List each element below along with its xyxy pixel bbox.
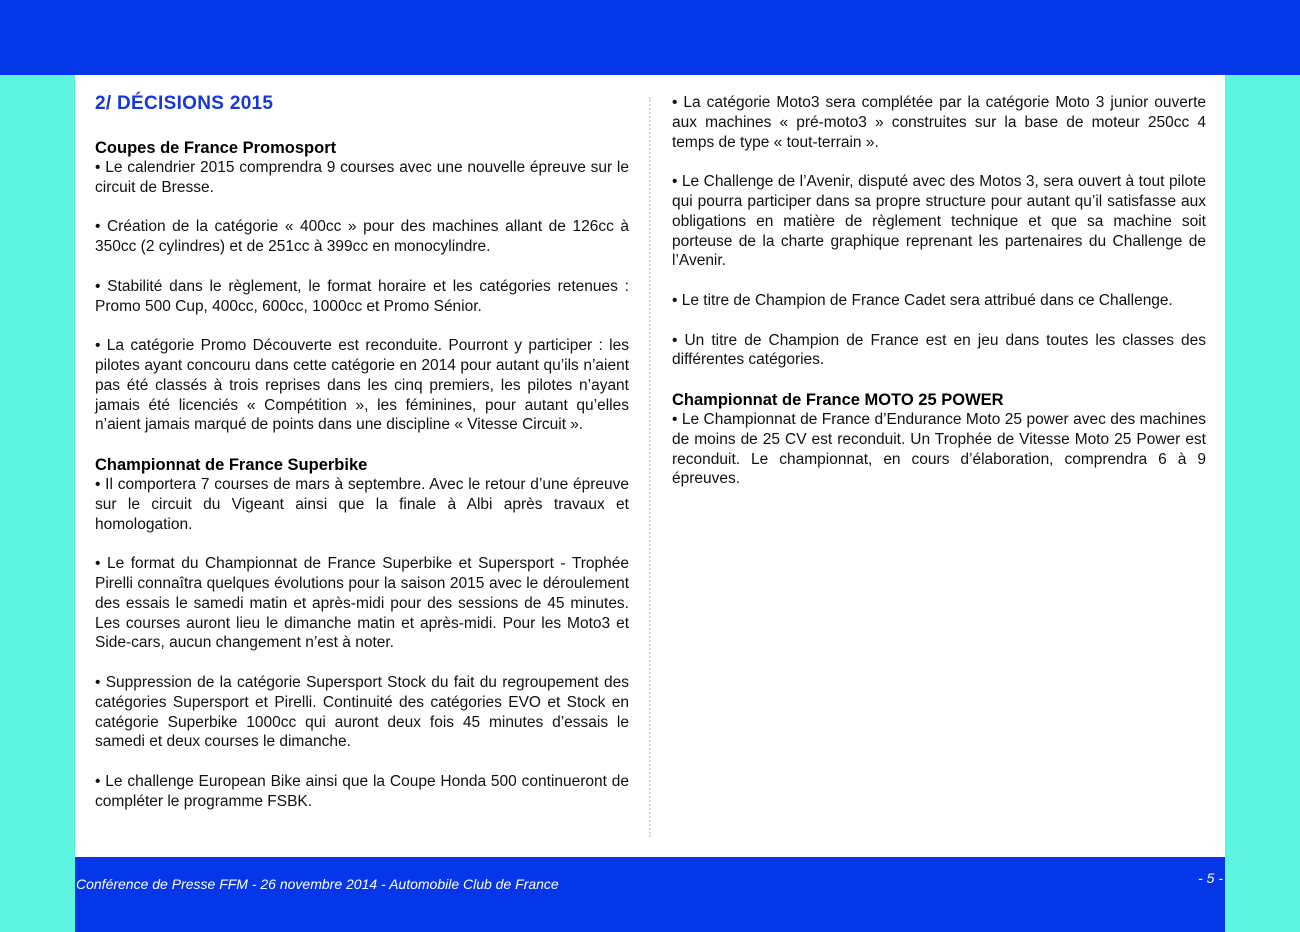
cadet-paragraph: • Le titre de Champion de France Cadet sera attribué dans ce Challenge. — [672, 291, 1173, 309]
left-column — [95, 92, 629, 812]
superbike-paragraph: • Le format du Championnat de France Superbike et Supersport - Trophée Pirelli connaîtra quelques évolutions pour la saison 2015 avec le déroulement des essais le samedi matin et après-midi pour des sessions de 45 minutes. Les courses auront lieu le dimanche matin et après-midi. Pour les Moto3 et Side-cars, aucun changement n’est à noter. — [95, 555, 629, 652]
promosport-paragraph: • Création de la catégorie « 400cc » pour des machines allant de 126cc à 350cc (2 cylindres) et de 251cc à 399cc en monocylindre. — [95, 218, 629, 256]
superbike-paragraph: • Suppression de la catégorie Supersport Stock du fait du regroupement des catégories Supersport et Pirelli. Continuité des catégories EVO et Stock en catégorie Superbike 1000cc qui auront deux fois 45 minutes d’essais le samedi et deux courses le dimanche. — [95, 673, 629, 751]
titles-paragraph: • Un titre de Champion de France est en jeu dans toutes les classes des différentes catégories. — [672, 331, 1206, 369]
avenir-paragraph: • Le Challenge de l’Avenir, disputé avec des Motos 3, sera ouvert à tout pilote qui pourra participer dans sa propre structure pour autant qu’il satisfasse aux obligations en matière de règlement technique et que sa machine soit porteuse de la charte graphique reprenant les partenaires du Challenge de l’Avenir. — [672, 173, 1206, 270]
footer-text: Conférence de Presse FFM - 26 novembre 2014 - Automobile Club de France — [76, 876, 559, 892]
section-title: 2/ DÉCISIONS 2015 — [95, 93, 274, 114]
superbike-heading: Championnat de France Superbike — [95, 455, 368, 474]
top-banner — [0, 0, 1300, 75]
promosport-paragraph: • Le calendrier 2015 comprendra 9 courses avec une nouvelle épreuve sur le circuit de Bresse. — [95, 159, 629, 196]
column-divider — [649, 97, 651, 837]
moto3-paragraph: • La catégorie Moto3 sera complétée par la catégorie Moto 3 junior ouverte aux machines « pré-moto3 » construites sur la base de moteur 250cc 4 temps de type « tout-terrain ». — [672, 94, 1206, 151]
document-page — [75, 75, 1225, 857]
superbike-paragraph: • Le challenge European Bike ainsi que la Coupe Honda 500 continueront de compléter le programme FSBK. — [95, 772, 629, 810]
right-column — [672, 93, 1206, 489]
moto25-heading: Championnat de France MOTO 25 POWER — [672, 390, 1004, 409]
superbike-paragraph: • Il comportera 7 courses de mars à septembre. Avec le retour d’une épreuve sur le circuit du Vigeant ainsi que la finale à Albi après travaux et homologation. — [95, 475, 629, 533]
promosport-paragraph: • Stabilité dans le règlement, le format horaire et les catégories retenues : Promo 500 Cup, 400cc, 600cc, 1000cc et Promo Sénior. — [95, 277, 629, 315]
moto25-paragraph: • Le Championnat de France d’Endurance Moto 25 power avec des machines de moins de 25 CV est reconduit. Un Trophée de Vitesse Moto 25 Power est reconduit. Le championnat, en cours d’élaboration, comprendra 6 à 9 épreuves. — [672, 410, 1206, 488]
promosport-heading: Coupes de France Promosport — [95, 139, 337, 157]
promosport-paragraph: • La catégorie Promo Découverte est reconduite. Pourront y participer : les pilotes ayant concouru dans cette catégorie en 2014 pour autant qu’ils n’aient pas été classés à trois reprises dans les cinq premiers, les pilotes n’ayant jamais été licenciés « Compétition », les féminines, pour autant qu’elles n’aient jamais marqué de points dans une discipline « Vitesse Circuit ». — [95, 337, 629, 434]
footer-bar — [75, 857, 1225, 932]
page-number: - 5 - — [1198, 870, 1223, 886]
